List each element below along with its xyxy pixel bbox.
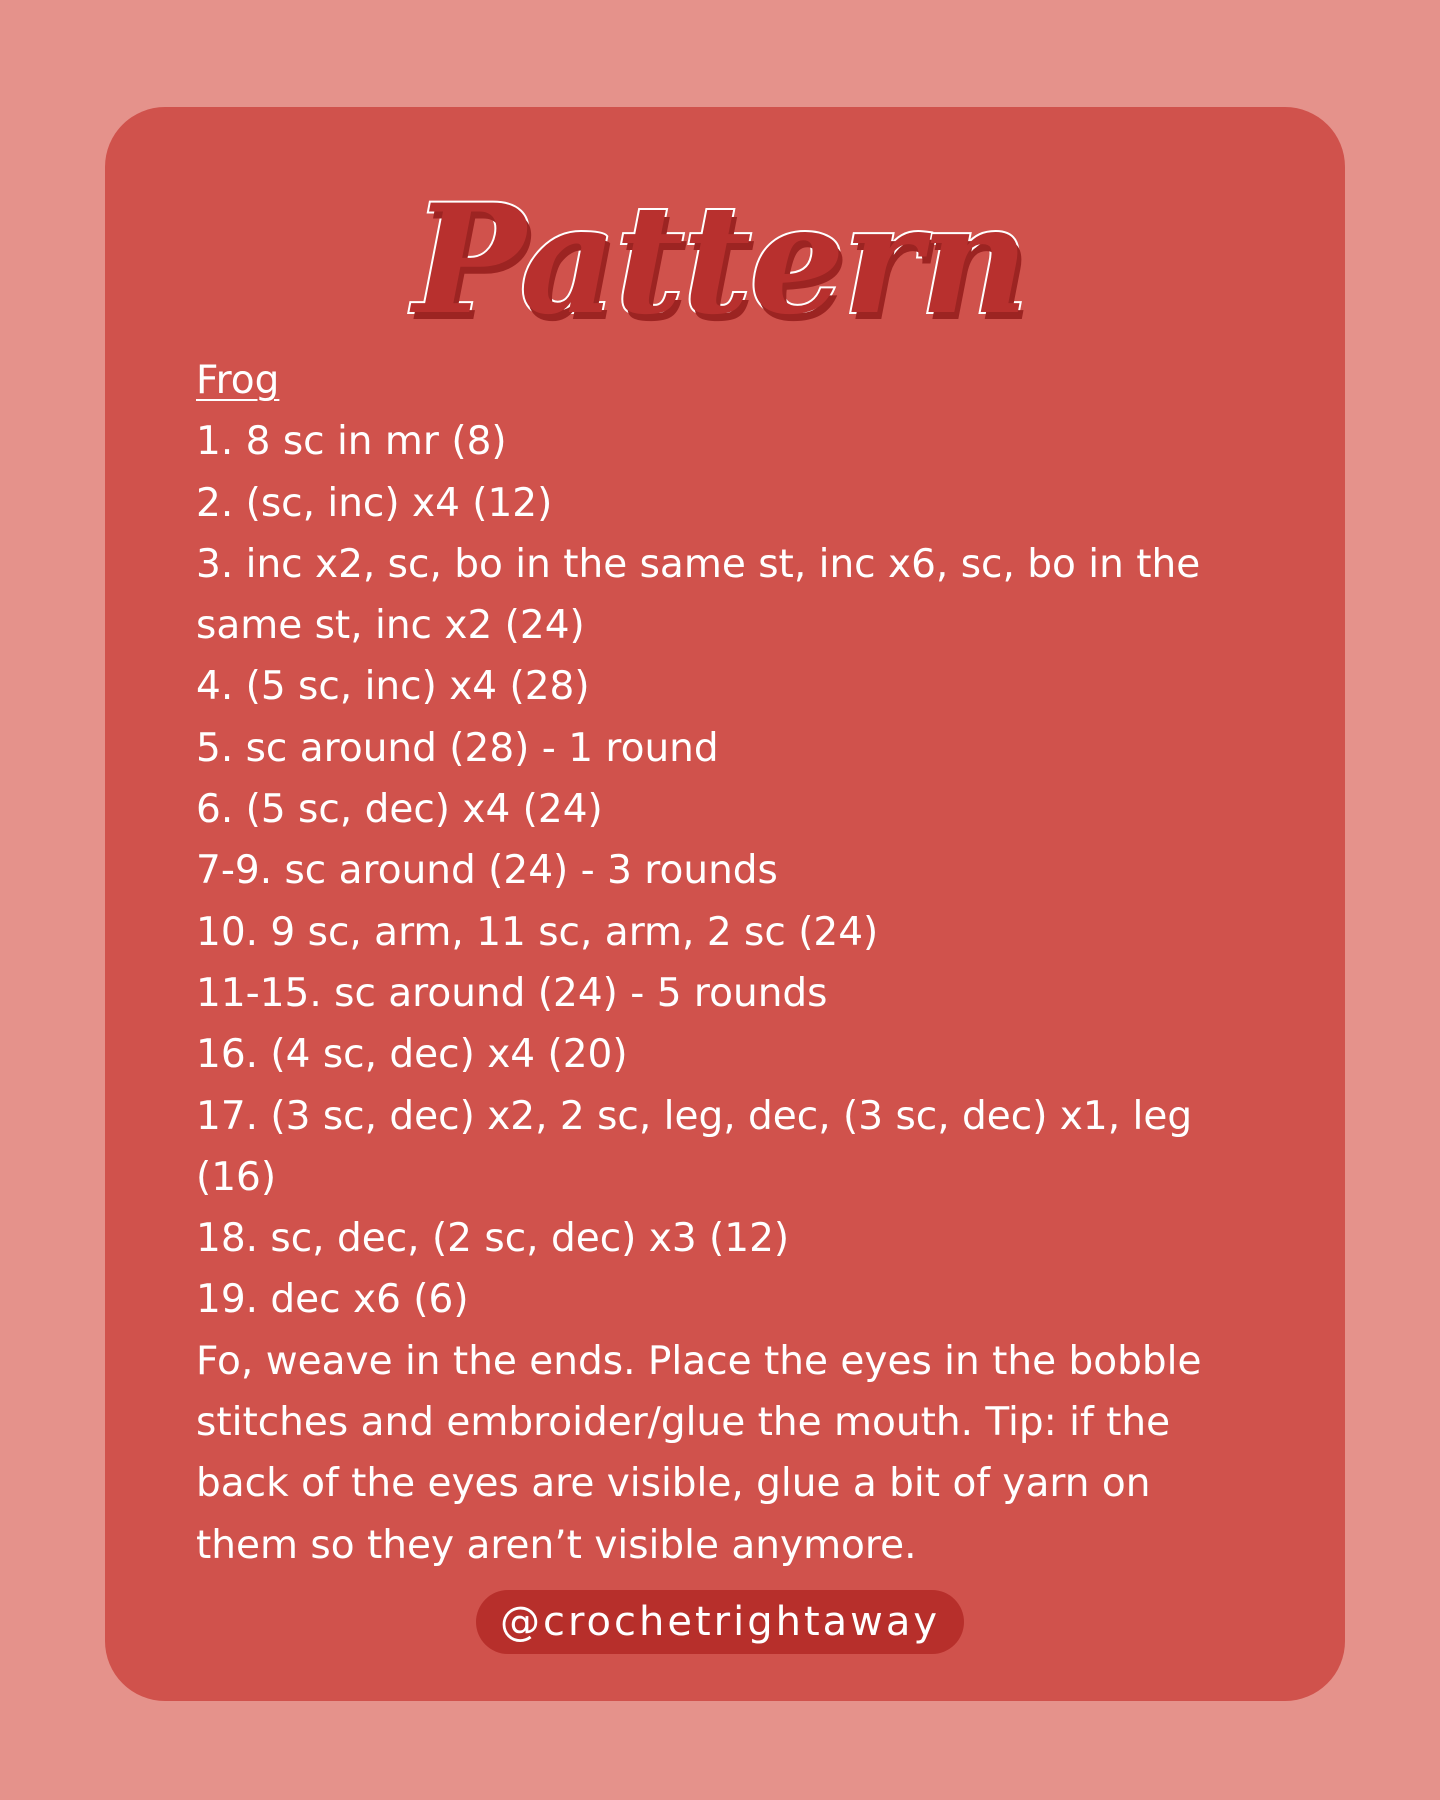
pattern-step-19: 19. dec x6 (6) [196,1277,469,1323]
pattern-step-2: 2. (sc, inc) x4 (12) [196,480,553,526]
section-title: Frog [196,358,280,403]
pattern-step-17: 17. (3 sc, dec) x2, 2 sc, leg, dec, (3 sc, dec) x1, leg (16) [196,1093,1193,1200]
pattern-step-16: 16. (4 sc, dec) x4 (20) [196,1032,628,1078]
page-title: Pattern [412,172,1028,348]
pattern-content [196,350,1256,1576]
pattern-step-6: 6. (5 sc, dec) x4 (24) [196,787,603,833]
pattern-step-4: 4. (5 sc, inc) x4 (28) [196,664,590,710]
pattern-step-18: 18. sc, dec, (2 sc, dec) x3 (12) [196,1216,790,1262]
pattern-step-11-15: 11-15. sc around (24) - 5 rounds [196,970,828,1016]
pattern-step-1: 1. 8 sc in mr (8) [196,419,507,465]
handle-container [0,1590,1440,1654]
pattern-step-3: 3. inc x2, sc, bo in the same st, inc x6, sc, bo in the same st, inc x2 (24) [196,541,1201,649]
pattern-step-10: 10. 9 sc, arm, 11 sc, arm, 2 sc (24) [196,909,879,955]
finishing-note: Fo, weave in the ends. Place the eyes in the bobble stitches and embroider/glue the mouth. Tip: if the back of the eyes are visible, glue a bit of yarn on them so they aren’t visible anymore. [196,1338,1202,1568]
pattern-step-7-9: 7-9. sc around (24) - 3 rounds [196,848,778,894]
social-handle-badge: @crochetrightaway [476,1590,964,1654]
pattern-step-5: 5. sc around (28) - 1 round [196,725,719,771]
